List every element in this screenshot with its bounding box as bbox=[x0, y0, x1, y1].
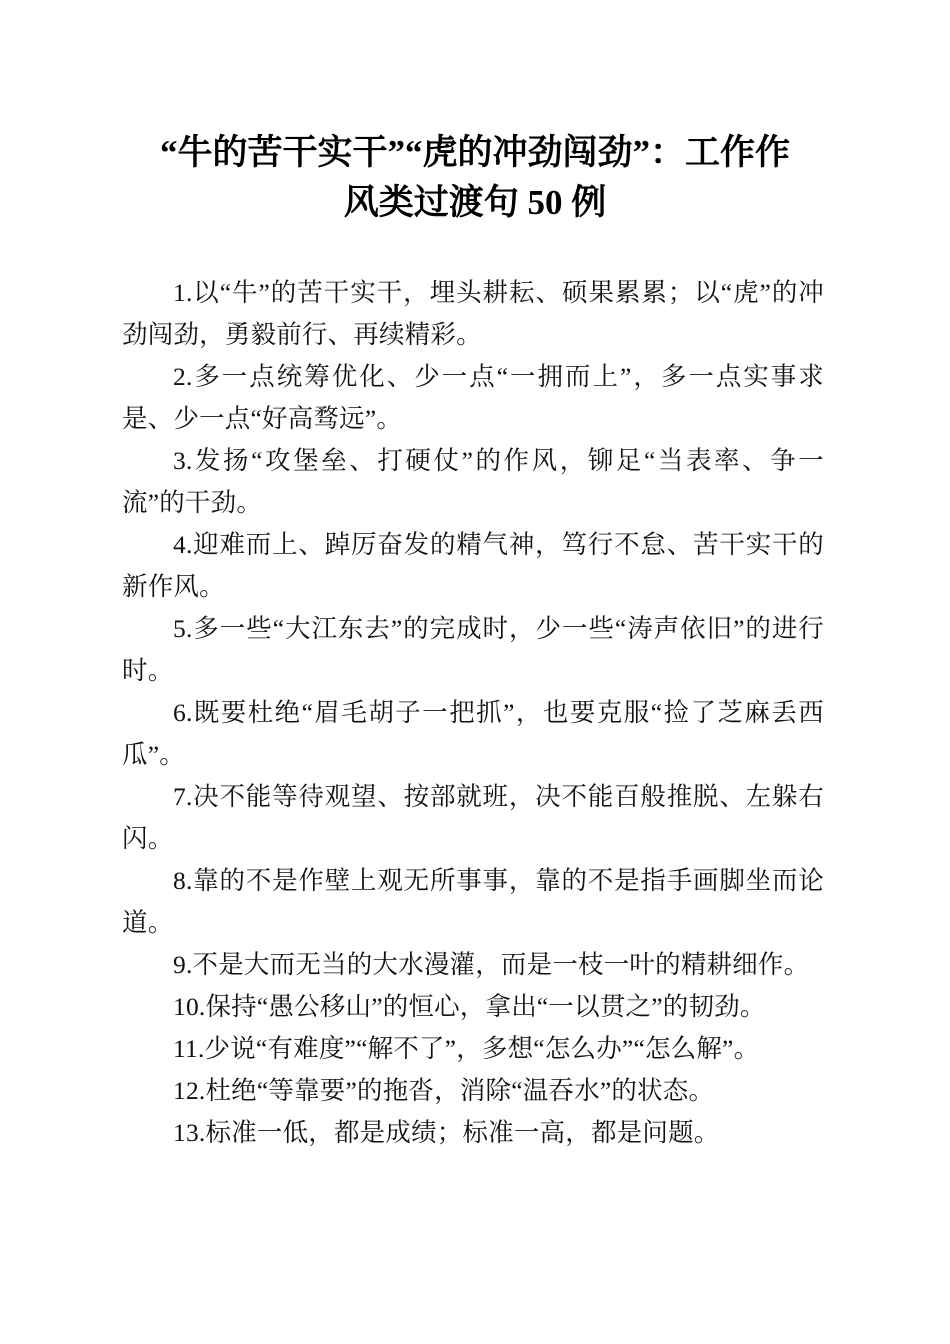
paragraph-item: 9.不是大而无当的大水漫灌，而是一枝一叶的精耕细作。 bbox=[173, 950, 810, 979]
paragraph-item: 5.多一些“大江东去”的完成时，少一些“涛声依旧”的进行时。 bbox=[122, 614, 824, 685]
paragraph-item: 4.迎难而上、踔厉奋发的精气神，笃行不怠、苦干实干的新作风。 bbox=[122, 530, 824, 601]
document-body bbox=[122, 272, 824, 1154]
paragraph-item: 10.保持“愚公移山”的恒心，拿出“一以贯之”的韧劲。 bbox=[173, 992, 766, 1021]
paragraph-item: 8.靠的不是作壁上观无所事事，靠的不是指手画脚坐而论道。 bbox=[122, 866, 824, 937]
paragraph-item: 1.以“牛”的苦干实干，埋头耕耘、硕果累累；以“虎”的冲劲闯劲，勇毅前行、再续精彩。 bbox=[122, 278, 824, 349]
paragraph-item: 12.杜绝“等靠要”的拖沓，消除“温吞水”的状态。 bbox=[173, 1076, 715, 1105]
paragraph-item: 11.少说“有难度”“解不了”，多想“怎么办”“怎么解”。 bbox=[173, 1034, 760, 1063]
page-title-line-1: “牛的苦干实干”“虎的冲劲闯劲”：工作作 bbox=[159, 133, 790, 172]
paragraph-item: 2.多一点统筹优化、少一点“一拥而上”，多一点实事求是、少一点“好高骛远”。 bbox=[122, 362, 824, 433]
paragraph-item: 13.标准一低，都是成绩；标准一高，都是问题。 bbox=[173, 1118, 720, 1147]
page-title bbox=[122, 128, 828, 228]
paragraph-item: 6.既要杜绝“眉毛胡子一把抓”，也要克服“捡了芝麻丢西瓜”。 bbox=[122, 698, 824, 769]
paragraph-item: 3.发扬“攻堡垒、打硬仗”的作风，铆足“当表率、争一流”的干劲。 bbox=[122, 446, 824, 517]
paragraph-item: 7.决不能等待观望、按部就班，决不能百般推脱、左躲右闪。 bbox=[122, 782, 824, 853]
page-title-line-2: 风类过渡句 50 例 bbox=[343, 183, 607, 222]
